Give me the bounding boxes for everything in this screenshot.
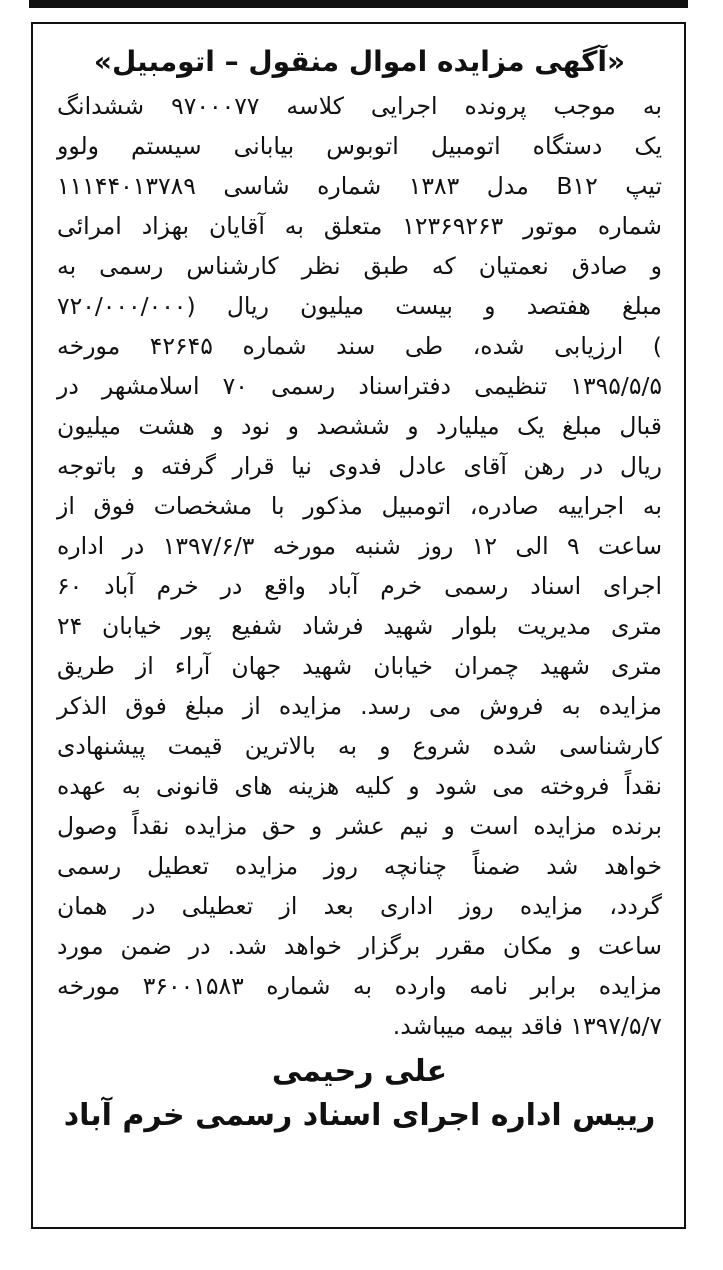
body-line: متری شهید چمران خیابان شهید جهان آراء از طریق xyxy=(57,652,662,680)
body-line: تیپ B۱۲ مدل ۱۳۸۳ شماره شاسی ۱۱۱۴۴۰۱۳۷۸۹ xyxy=(57,172,662,200)
body-line: مزایده به فروش می رسد. مزایده از مبلغ فوق الذکر xyxy=(57,692,662,720)
body-line: گردد، مزایده روز اداری بعد از تعطیلی در همان xyxy=(57,892,662,920)
body-line: ۱۳۹۵/۵/۵ تنظیمی دفتراسناد رسمی ۷۰ اسلامشهر در xyxy=(57,372,662,400)
body-line: ۱۳۹۷/۵/۷ فاقد بیمه میباشد. xyxy=(392,1012,662,1040)
notice-body xyxy=(57,86,662,1046)
body-line: برنده مزایده است و نیم عشر و حق مزایده نقداً وصول xyxy=(57,812,662,840)
body-line: ساعت و مکان مقرر برگزار خواهد شد. در ضمن مورد xyxy=(57,932,662,960)
signatory-title: رییس اداره اجرای اسناد رسمی خرم آباد xyxy=(63,1098,656,1133)
body-line: یک دستگاه اتومبیل اتوبوس بیابانی سیستم ولوو xyxy=(57,132,662,160)
body-line: نقداً فروخته می شود و کلیه هزینه های قانونی به عهده xyxy=(57,772,662,800)
body-line: متری مدیریت بلوار شهید فرشاد شفیع پور خیابان ۲۴ xyxy=(57,612,662,640)
body-line: ریال در رهن آقای عادل فدوی نیا قرار گرفته و باتوجه xyxy=(57,452,662,480)
body-line: به موجب پرونده اجرایی کلاسه ۹۷۰۰۰۷۷ ششدانگ xyxy=(57,92,663,120)
body-line: خواهد شد ضمناً چنانچه روز مزایده تعطیل رسمی xyxy=(57,852,662,880)
top-rule xyxy=(29,0,688,8)
body-line: ) ارزیابی شده، طی سند شماره ۴۲۶۴۵ مورخه xyxy=(57,332,662,360)
body-line: کارشناسی شده شروع و به بالاترین قیمت پیشنهادی xyxy=(57,732,662,760)
body-line: اجرای اسناد رسمی خرم آباد واقع در خرم آباد ۶۰ xyxy=(57,572,662,600)
signature-block xyxy=(57,1050,662,1138)
body-line: مزایده برابر نامه وارده به شماره ۳۶۰۰۱۵۸۳ مورخه xyxy=(57,972,662,1000)
body-line: مبلغ هفتصد و بیست میلیون ریال (۷۲۰/۰۰۰/۰۰۰ xyxy=(57,292,662,320)
body-line: شماره موتور ۱۲۳۶۹۲۶۳ متعلق به آقایان بهزاد امرائی xyxy=(57,212,662,240)
body-line: ساعت ۹ الی ۱۲ روز شنبه مورخه ۱۳۹۷/۶/۳ در اداره xyxy=(57,532,663,560)
body-line: به اجراییه صادره، اتومبیل مذکور با مشخصات فوق از xyxy=(57,492,662,520)
signatory-name: علی رحیمی xyxy=(271,1054,448,1089)
body-line: قبال مبلغ یک میلیارد و ششصد و نود و هشت میلیون xyxy=(57,412,662,440)
auction-notice xyxy=(57,38,662,1138)
notice-frame xyxy=(31,22,686,1229)
body-line: و صادق نعمتیان که طبق نظر کارشناس رسمی به xyxy=(57,252,662,280)
notice-title: «آگهی مزایده اموال منقول – اتومبیل» xyxy=(93,45,626,78)
